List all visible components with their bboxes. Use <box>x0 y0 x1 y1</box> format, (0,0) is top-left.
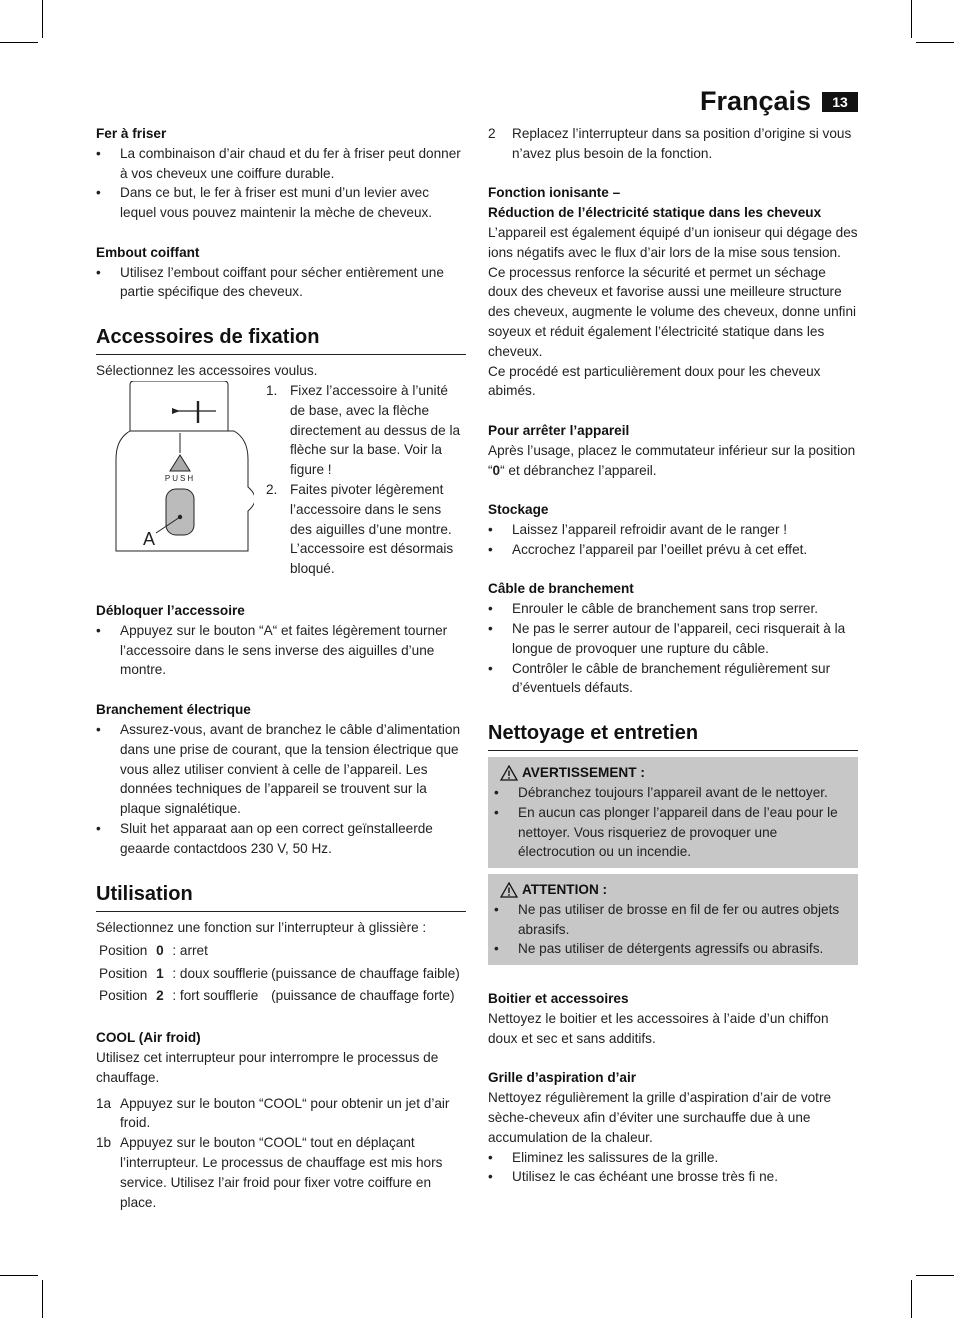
table-row: Position 1 : doux soufflerie (puissance de chauffage faible) <box>99 965 460 981</box>
right-column <box>488 124 858 1187</box>
crop-mark <box>916 42 954 43</box>
stop-body: Après l’usage, placez le commutateur inférieur sur la position “0“ et débranchez l’appareil. <box>488 442 856 478</box>
curling-iron-title: Fer à friser <box>96 126 167 141</box>
list-item: • Sluit het apparaat aan op een correct geïnstalleerde geaarde contactdoos 230 V, 50 Hz. <box>96 819 466 859</box>
ionic-body-2: Ce procédé est particulièrement doux pour les cheveux abimés. <box>488 363 821 399</box>
attachments-heading: Accessoires de fixation <box>96 324 466 355</box>
storage-list <box>488 520 858 560</box>
warning-icon <box>500 765 518 781</box>
list-item: • En aucun cas plonger l’appareil dans de l’eau pour le nettoyer. Vous risqueriez de provoquer une électrocution ou un incendie. <box>494 803 846 862</box>
cool-title: COOL (Air froid) <box>96 1030 201 1046</box>
stop-title: Pour arrêter l’appareil <box>488 422 630 438</box>
crop-mark <box>911 1280 912 1318</box>
list-item: • Contrôler le câble de branchement régulièrement sur d’éventuels défauts. <box>488 659 858 699</box>
electrical-list <box>96 720 466 859</box>
list-item: 2 Replacez l’interrupteur dans sa position d’origine si vous n’avez plus besoin de la fonction. <box>488 126 852 161</box>
attention-box <box>488 874 858 965</box>
attachment-figure-block <box>96 381 466 601</box>
styling-nozzle-list <box>96 263 466 303</box>
list-item: • Utilisez l’embout coiffant pour sécher entièrement une partie spécifique des cheveux. <box>96 263 466 303</box>
left-column <box>96 124 466 1212</box>
ionic-title: Fonction ionisante – <box>488 185 621 201</box>
list-item: 2. Faites pivoter légèrement l’accessoire dans le sens des aiguilles d’une montre. L’accessoire est désormais bloqué. <box>266 481 454 577</box>
list-item: 1a Appuyez sur le bouton “COOL“ pour obtenir un jet d’air froid. <box>96 1095 450 1131</box>
page-language-title: Français <box>700 86 812 116</box>
list-item: • Accrochez l’appareil par l’oeillet prévu à cet effet. <box>488 540 858 560</box>
list-item: • Eliminez les salissures de la grille. <box>488 1148 858 1168</box>
push-label: PUSH <box>164 473 196 483</box>
unlock-list <box>96 621 466 680</box>
cable-list <box>488 599 858 698</box>
usage-heading: Utilisation <box>96 881 466 912</box>
list-item: • Ne pas utiliser de brosse en fil de fer ou autres objets abrasifs. <box>494 900 846 940</box>
warning-list <box>494 783 846 862</box>
table-row: Position 2 : fort soufflerie (puissance de chauffage forte) <box>99 987 455 1003</box>
crop-mark <box>911 0 912 38</box>
housing-title: Boitier et accessoires <box>488 991 629 1007</box>
crop-mark <box>42 0 43 38</box>
ionic-body: L’appareil est également équipé d’un ioniseur qui dégage des ions négatifs avec le flux d’air lors de la mise sous tension. Ce processus renforce la sécurité et permet un séchage doux des cheveux et favorise aussi une meilleure structure des cheveux, augmente le volume des cheveux, donne unfini soyeux et réduit également l’électricité statique dans les cheveux. <box>488 224 858 359</box>
grille-list <box>488 1148 858 1188</box>
unlock-title: Débloquer l’accessoire <box>96 602 245 618</box>
crop-mark <box>916 1275 954 1276</box>
warning-title: AVERTISSEMENT : <box>522 765 645 781</box>
button-a-label: A <box>143 528 156 549</box>
list-item: • Ne pas le serrer autour de l’appareil, ceci risquerait à la longue de provoquer une rupture du câble. <box>488 619 858 659</box>
list-item: • La combinaison d’air chaud et du fer à friser peut donner à vos cheveux une coiffure durable. <box>96 144 466 184</box>
list-item: • Laissez l’appareil refroidir avant de le ranger ! <box>488 520 858 540</box>
crop-mark <box>0 1275 38 1276</box>
list-item: • Dans ce but, le fer à friser est muni d’un levier avec lequel vous pouvez maintenir la mèche de cheveux. <box>96 183 466 223</box>
attention-title: ATTENTION : <box>522 882 608 898</box>
list-item: • Ne pas utiliser de détergents agressifs ou abrasifs. <box>494 939 846 959</box>
list-item: 1b Appuyez sur le bouton “COOL“ tout en déplaçant l’interrupteur. Le processus de chauffage est mis hors service. Utilisez l’air froid pour fixer votre coiffure en place. <box>96 1135 443 1210</box>
list-item: • Enrouler le câble de branchement sans trop serrer. <box>488 599 858 619</box>
page-number: 13 <box>822 92 858 112</box>
ionic-subtitle: Réduction de l’électricité statique dans les cheveux <box>488 205 822 221</box>
curling-iron-list <box>96 144 466 223</box>
attachment-illustration <box>114 381 254 557</box>
cleaning-heading: Nettoyage et entretien <box>488 720 858 751</box>
crop-mark <box>42 1280 43 1318</box>
grille-title: Grille d’aspiration d’air <box>488 1070 637 1086</box>
warning-box <box>488 757 858 868</box>
housing-body: Nettoyez le boitier et les accessoires à l’aide d’un chiffon doux et sec et sans additifs. <box>488 1011 829 1046</box>
position-table <box>99 941 463 1008</box>
electrical-title: Branchement électrique <box>96 702 251 718</box>
attachments-intro: Sélectionnez les accessoires voulus. <box>96 363 318 379</box>
storage-title: Stockage <box>488 502 549 518</box>
attention-list <box>494 900 846 959</box>
list-item: 1. Fixez l’accessoire à l’unité de base, avec la flèche directement au dessus de la flèche sur la base. Voir la figure ! <box>266 382 461 478</box>
attachment-steps <box>266 381 466 579</box>
usage-intro: Sélectionnez une fonction sur l’interrupteur à glissière : <box>96 919 427 935</box>
list-item: • Débranchez toujours l’appareil avant de le nettoyer. <box>494 783 846 803</box>
crop-mark <box>0 42 38 43</box>
warning-icon <box>500 882 518 898</box>
table-row: Position 0 : arret <box>99 943 208 959</box>
list-item: • Utilisez le cas échéant une brosse très fi ne. <box>488 1167 858 1187</box>
styling-nozzle-title: Embout coiffant <box>96 244 200 260</box>
list-item: • Appuyez sur le bouton “A“ et faites légèrement tourner l’accessoire dans le sens inverse des aiguilles d’une montre. <box>96 621 466 680</box>
cool-intro: Utilisez cet interrupteur pour interrompre le processus de chauffage. <box>96 1050 439 1085</box>
cable-title: Câble de branchement <box>488 581 634 597</box>
list-item: • Assurez-vous, avant de branchez le câble d’alimentation dans une prise de courant, que la tension électrique que vous allez utiliser convient à celle de l’appareil. Les données techniques de l’appareil se trouvent sur la plaque signalétique. <box>96 720 466 819</box>
grille-body: Nettoyez régulièrement la grille d’aspiration d’air de votre sèche-cheveux afin d’éviter une surchauffe due à une accumulation de la chaleur. <box>488 1090 832 1145</box>
